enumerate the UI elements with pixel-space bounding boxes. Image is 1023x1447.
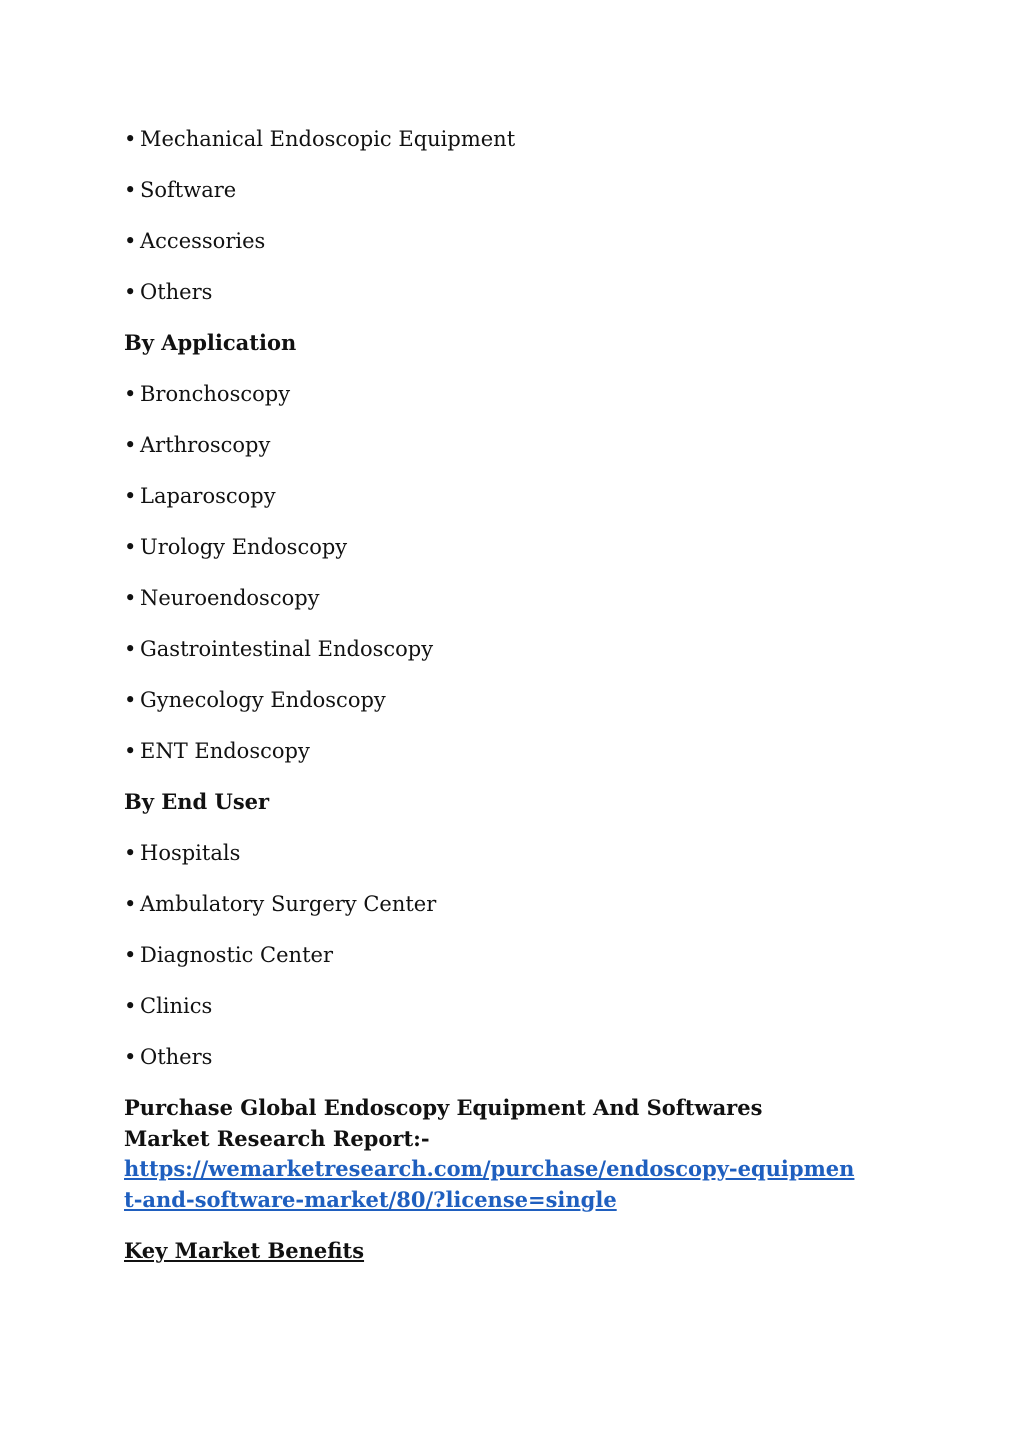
list-item-text: ENT Endoscopy <box>140 739 310 763</box>
list-item-text: Accessories <box>140 229 266 253</box>
list-item-text: Ambulatory Surgery Center <box>140 892 437 916</box>
section-heading-end-user: By End User <box>124 789 270 814</box>
list-item <box>124 838 240 868</box>
list-item <box>124 583 320 613</box>
list-item <box>124 124 515 154</box>
bullet: • <box>124 739 137 763</box>
bullet: • <box>124 229 137 253</box>
bullet: • <box>124 637 137 661</box>
section-heading-key-market-benefits: Key Market Benefits <box>124 1238 365 1263</box>
bullet: • <box>124 1045 137 1069</box>
list-item <box>124 175 236 205</box>
list-item <box>124 226 265 256</box>
list-item-text: Others <box>140 1045 213 1069</box>
bullet: • <box>124 943 137 967</box>
list-item <box>124 481 276 511</box>
bullet: • <box>124 433 137 457</box>
list-item <box>124 940 333 970</box>
bullet: • <box>124 535 137 559</box>
bullet: • <box>124 994 137 1018</box>
list-item-text: Diagnostic Center <box>140 943 333 967</box>
bullet: • <box>124 892 137 916</box>
purchase-label: Purchase Global Endoscopy Equipment And Softwares Market Research Report:- <box>124 1095 763 1151</box>
purchase-block <box>124 1093 884 1215</box>
list-item <box>124 277 212 307</box>
list-item-text: Gynecology Endoscopy <box>140 688 386 712</box>
bullet: • <box>124 586 137 610</box>
list-item-text: Gastrointestinal Endoscopy <box>140 637 434 661</box>
bullet: • <box>124 484 137 508</box>
list-item-text: Neuroendoscopy <box>140 586 320 610</box>
list-item-text: Mechanical Endoscopic Equipment <box>140 127 516 151</box>
list-item <box>124 889 436 919</box>
list-item <box>124 379 290 409</box>
list-item <box>124 991 212 1021</box>
list-item-text: Laparoscopy <box>140 484 276 508</box>
purchase-link[interactable]: https://wemarketresearch.com/purchase/endoscopy-equipment-and-software-market/80/?license=single <box>124 1156 855 1212</box>
list-item-text: Arthroscopy <box>140 433 271 457</box>
bullet: • <box>124 688 137 712</box>
bullet: • <box>124 382 137 406</box>
list-item <box>124 634 433 664</box>
list-item <box>124 532 347 562</box>
list-item-text: Hospitals <box>140 841 241 865</box>
list-item-text: Software <box>140 178 237 202</box>
list-item-text: Bronchoscopy <box>140 382 291 406</box>
list-item-text: Others <box>140 280 213 304</box>
list-item <box>124 1042 212 1072</box>
bullet: • <box>124 280 137 304</box>
list-item-text: Urology Endoscopy <box>140 535 348 559</box>
bullet: • <box>124 178 137 202</box>
section-heading-application: By Application <box>124 330 297 355</box>
list-item <box>124 736 310 766</box>
list-item <box>124 430 270 460</box>
bullet: • <box>124 127 137 151</box>
bullet: • <box>124 841 137 865</box>
list-item-text: Clinics <box>140 994 213 1018</box>
list-item <box>124 685 386 715</box>
